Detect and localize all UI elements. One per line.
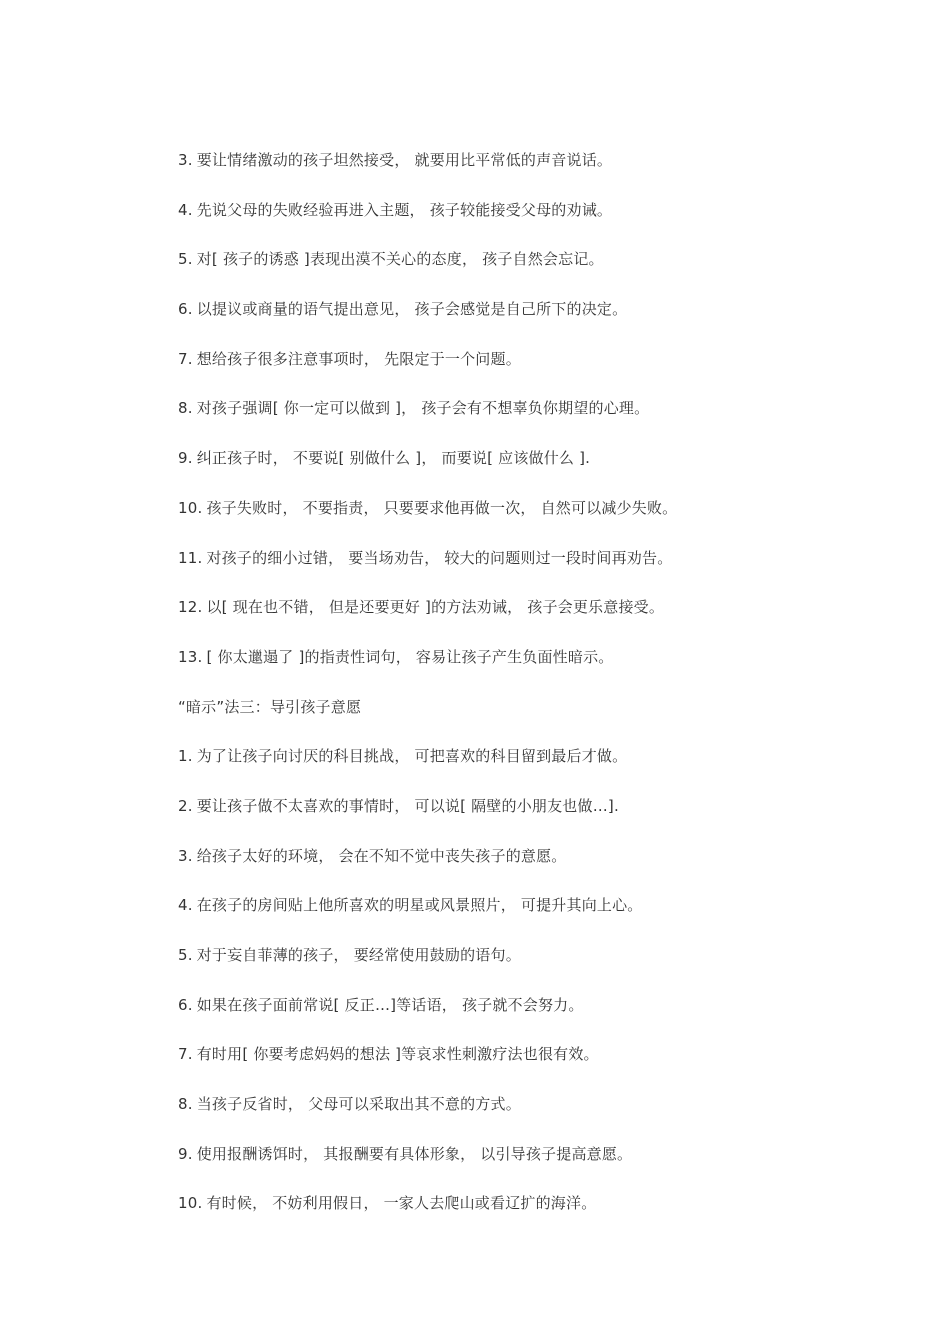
list-item: [178, 1191, 878, 1241]
list-item: [178, 993, 878, 1043]
list-item: [178, 496, 878, 546]
item-text: 给孩子太好的环境， 会在不知不觉中丧失孩子的意愿。: [196, 846, 567, 865]
item-text: 对于妄自菲薄的孩子， 要经常使用鼓励的语句。: [196, 946, 521, 964]
item-text: 要让情绪激动的孩子坦然接受， 就要用比平常低的声音说话。: [196, 151, 613, 169]
list-item: [178, 794, 878, 844]
item-text: 有时候， 不妨利用假日， 一家人去爬山或看辽扩的海洋。: [206, 1194, 597, 1213]
item-number: 4.: [178, 200, 193, 219]
list-item: [178, 893, 878, 943]
list-item: [178, 297, 878, 347]
item-text: 以提议或商量的语气提出意见， 孩子会感觉是自己所下的决定。: [196, 300, 628, 319]
list-item: [178, 645, 878, 695]
list-item: [178, 446, 878, 496]
document-body: [178, 148, 878, 1241]
item-number: 4.: [178, 896, 193, 915]
item-text: 纠正孩子时， 不要说[ 别做什么 ]， 而要说[ 应该做什么 ].: [196, 449, 591, 468]
item-text: 有时用[ 你要考虑妈妈的想法 ]等哀求性刺激疗法也很有效。: [196, 1045, 599, 1064]
item-number: 3.: [178, 846, 193, 865]
list-item: [178, 1092, 878, 1142]
list-item: [178, 148, 878, 198]
item-number: 8.: [178, 399, 193, 418]
list-item: [178, 347, 878, 397]
item-text: 使用报酬诱饵时， 其报酬要有具体形象， 以引导孩子提高意愿。: [196, 1144, 633, 1163]
item-number: 10.: [178, 498, 203, 517]
item-number: 5.: [178, 250, 193, 269]
list-item: [178, 1142, 878, 1192]
item-text: 对[ 孩子的诱惑 ]表现出漠不关心的态度， 孩子自然会忘记。: [196, 250, 604, 269]
item-text: 对孩子的细小过错， 要当场劝告， 较大的问题则过一段时间再劝告。: [206, 548, 673, 567]
item-text: 如果在孩子面前常说[ 反正…]等话语， 孩子就不会努力。: [196, 995, 584, 1014]
item-text: 对孩子强调[ 你一定可以做到 ]， 孩子会有不想辜负你期望的心理。: [196, 399, 650, 418]
item-text: 想给孩子很多注意事项时， 先限定于一个问题。: [196, 349, 521, 368]
list-item: [178, 396, 878, 446]
list-item: [178, 844, 878, 894]
item-number: 7.: [178, 349, 193, 368]
list-item: [178, 198, 878, 248]
item-text: 以[ 现在也不错， 但是还要更好 ]的方法劝诫， 孩子会更乐意接受。: [206, 598, 665, 617]
list-item: [178, 943, 878, 993]
item-number: 11.: [178, 548, 203, 567]
section-heading: “暗示”法三：导引孩子意愿: [178, 697, 362, 716]
item-number: 9.: [178, 449, 193, 468]
list-item: [178, 1042, 878, 1092]
item-text: 当孩子反省时， 父母可以采取出其不意的方式。: [196, 1095, 521, 1114]
item-number: 3.: [178, 151, 193, 169]
list-item: [178, 744, 878, 794]
item-number: 10.: [178, 1194, 203, 1213]
item-text: [ 你太邋遢了 ]的指责性词句， 容易让孩子产生负面性暗示。: [206, 647, 614, 666]
list-item: [178, 595, 878, 645]
item-text: 先说父母的失败经验再进入主题， 孩子较能接受父母的劝诫。: [196, 200, 613, 219]
item-number: 6.: [178, 995, 193, 1014]
item-number: 5.: [178, 946, 193, 964]
item-number: 8.: [178, 1095, 193, 1114]
item-number: 12.: [178, 598, 203, 617]
item-number: 6.: [178, 300, 193, 319]
item-text: 在孩子的房间贴上他所喜欢的明星或风景照片， 可提升其向上心。: [196, 896, 643, 915]
item-number: 1.: [178, 747, 193, 766]
list-item: [178, 546, 878, 596]
item-text: 要让孩子做不太喜欢的事情时， 可以说[ 隔壁的小朋友也做…].: [196, 796, 619, 815]
item-number: 2.: [178, 796, 193, 815]
item-text: 孩子失败时， 不要指责， 只要要求他再做一次， 自然可以减少失败。: [206, 498, 678, 517]
item-number: 9.: [178, 1144, 193, 1163]
item-number: 7.: [178, 1045, 193, 1064]
item-text: 为了让孩子向讨厌的科目挑战， 可把喜欢的科目留到最后才做。: [196, 747, 628, 766]
item-number: 13.: [178, 647, 203, 666]
list-item: [178, 247, 878, 297]
